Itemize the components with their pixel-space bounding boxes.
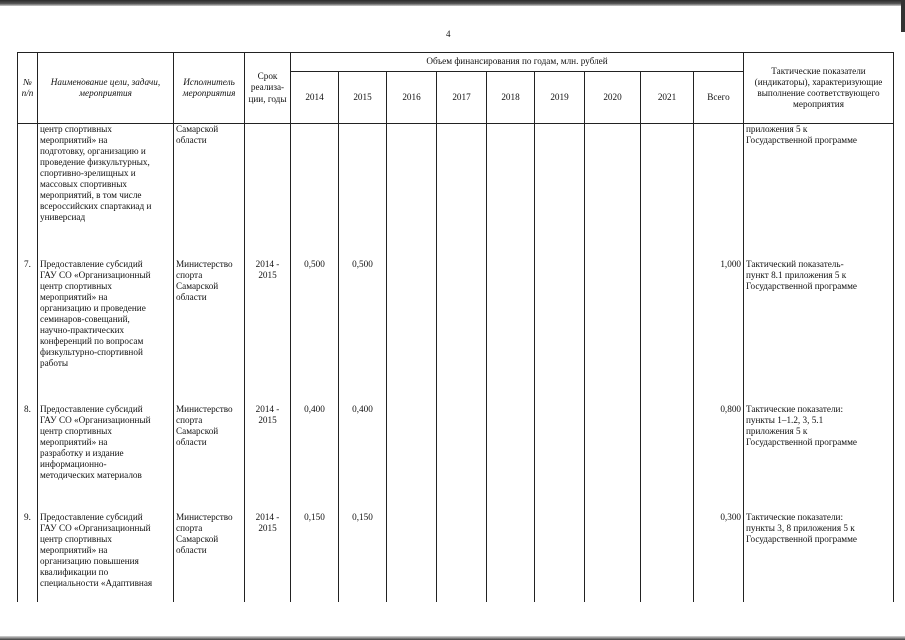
table-row <box>18 124 894 259</box>
row-value-2017 <box>437 512 487 602</box>
row-value-2016 <box>387 259 437 404</box>
row-indicators: Тактические показатели: пункты 3, 8 приложения 5 к Государственной программе <box>744 512 894 602</box>
header-year-2016: 2016 <box>387 72 437 124</box>
header-year-2018: 2018 <box>487 72 535 124</box>
table-row <box>18 404 894 512</box>
row-total: 0,800 <box>694 404 744 512</box>
header-year-2017: 2017 <box>437 72 487 124</box>
row-total: 0,300 <box>694 512 744 602</box>
table-row <box>18 512 894 602</box>
row-indicators: приложения 5 к Государственной программе <box>744 124 894 259</box>
row-value-2018 <box>487 124 535 259</box>
page-number: 4 <box>446 29 451 39</box>
row-value-2016 <box>387 404 437 512</box>
header-year-2021: 2021 <box>641 72 694 124</box>
row-value-2018 <box>487 404 535 512</box>
row-value-2014: 0,500 <box>291 259 339 404</box>
header-year-2020: 2020 <box>585 72 641 124</box>
row-value-2015 <box>339 124 387 259</box>
row-term: 2014 - 2015 <box>245 404 291 512</box>
scan-right-edge <box>901 0 905 32</box>
header-indicators: Тактические показатели (индикаторы), характеризующие выполнение соответствующего мероприятия <box>744 53 894 124</box>
row-value-2015: 0,500 <box>339 259 387 404</box>
row-term: 2014 - 2015 <box>245 259 291 404</box>
row-value-2019 <box>535 259 585 404</box>
row-value-2021 <box>641 512 694 602</box>
header-year-2015: 2015 <box>339 72 387 124</box>
row-executor: Министерство спорта Самарской области <box>174 259 245 404</box>
row-term <box>245 124 291 259</box>
row-indicators: Тактические показатели: пункты 1–1.2, 3, 5.1 приложения 5 к Государственной программе <box>744 404 894 512</box>
funding-table <box>17 52 894 602</box>
row-value-2017 <box>437 124 487 259</box>
row-name: Предоставление субсидий ГАУ СО «Организационный центр спортивных мероприятий» на организацию и проведение семинаров-совещаний, научно-практических конференций по вопросам физкультурно-спортивной работы <box>38 259 174 404</box>
row-value-2019 <box>535 404 585 512</box>
row-executor: Самарской области <box>174 124 245 259</box>
row-value-2016 <box>387 124 437 259</box>
row-indicators: Тактический показатель- пункт 8.1 приложения 5 к Государственной программе <box>744 259 894 404</box>
header-year-2014: 2014 <box>291 72 339 124</box>
row-value-2015: 0,150 <box>339 512 387 602</box>
row-value-2018 <box>487 259 535 404</box>
header-funding-group: Объем финансирования по годам, млн. рублей <box>291 53 744 72</box>
row-no <box>18 124 38 259</box>
row-value-2021 <box>641 124 694 259</box>
row-value-2015: 0,400 <box>339 404 387 512</box>
row-total <box>694 124 744 259</box>
row-total: 1,000 <box>694 259 744 404</box>
row-value-2021 <box>641 404 694 512</box>
row-name: Предоставление субсидий ГАУ СО «Организационный центр спортивных мероприятий» на организацию повышения квалификации по специальности «Адаптивная <box>38 512 174 602</box>
header-no: № п/п <box>18 53 38 124</box>
header-year-2019: 2019 <box>535 72 585 124</box>
row-value-2014: 0,150 <box>291 512 339 602</box>
row-value-2014 <box>291 124 339 259</box>
scan-bottom-border <box>0 636 905 640</box>
row-value-2019 <box>535 512 585 602</box>
table-row <box>18 259 894 404</box>
row-no: 9. <box>18 512 38 602</box>
row-value-2020 <box>585 512 641 602</box>
header-name: Наименование цели, задачи, мероприятия <box>38 53 174 124</box>
row-executor: Министерство спорта Самарской области <box>174 512 245 602</box>
row-value-2020 <box>585 124 641 259</box>
row-value-2020 <box>585 404 641 512</box>
row-term: 2014 - 2015 <box>245 512 291 602</box>
header-total: Всего <box>694 72 744 124</box>
row-no: 8. <box>18 404 38 512</box>
header-term: Срок реализа-ции, годы <box>245 53 291 124</box>
row-value-2018 <box>487 512 535 602</box>
row-no: 7. <box>18 259 38 404</box>
header-executor: Исполнитель мероприятия <box>174 53 245 124</box>
row-value-2017 <box>437 259 487 404</box>
row-name: центр спортивных мероприятий» на подготовку, организацию и проведение физкультурных, спортивно-зрелищных и массовых спортивных мероприятий, в том числе всероссийских спартакиад и универсиад <box>38 124 174 259</box>
row-value-2019 <box>535 124 585 259</box>
scan-top-border <box>0 0 905 6</box>
table-header <box>18 53 894 124</box>
row-value-2016 <box>387 512 437 602</box>
row-executor: Министерство спорта Самарской области <box>174 404 245 512</box>
row-value-2017 <box>437 404 487 512</box>
row-name: Предоставление субсидий ГАУ СО «Организационный центр спортивных мероприятий» на разработку и издание информационно- методических материалов <box>38 404 174 512</box>
row-value-2014: 0,400 <box>291 404 339 512</box>
row-value-2020 <box>585 259 641 404</box>
row-value-2021 <box>641 259 694 404</box>
